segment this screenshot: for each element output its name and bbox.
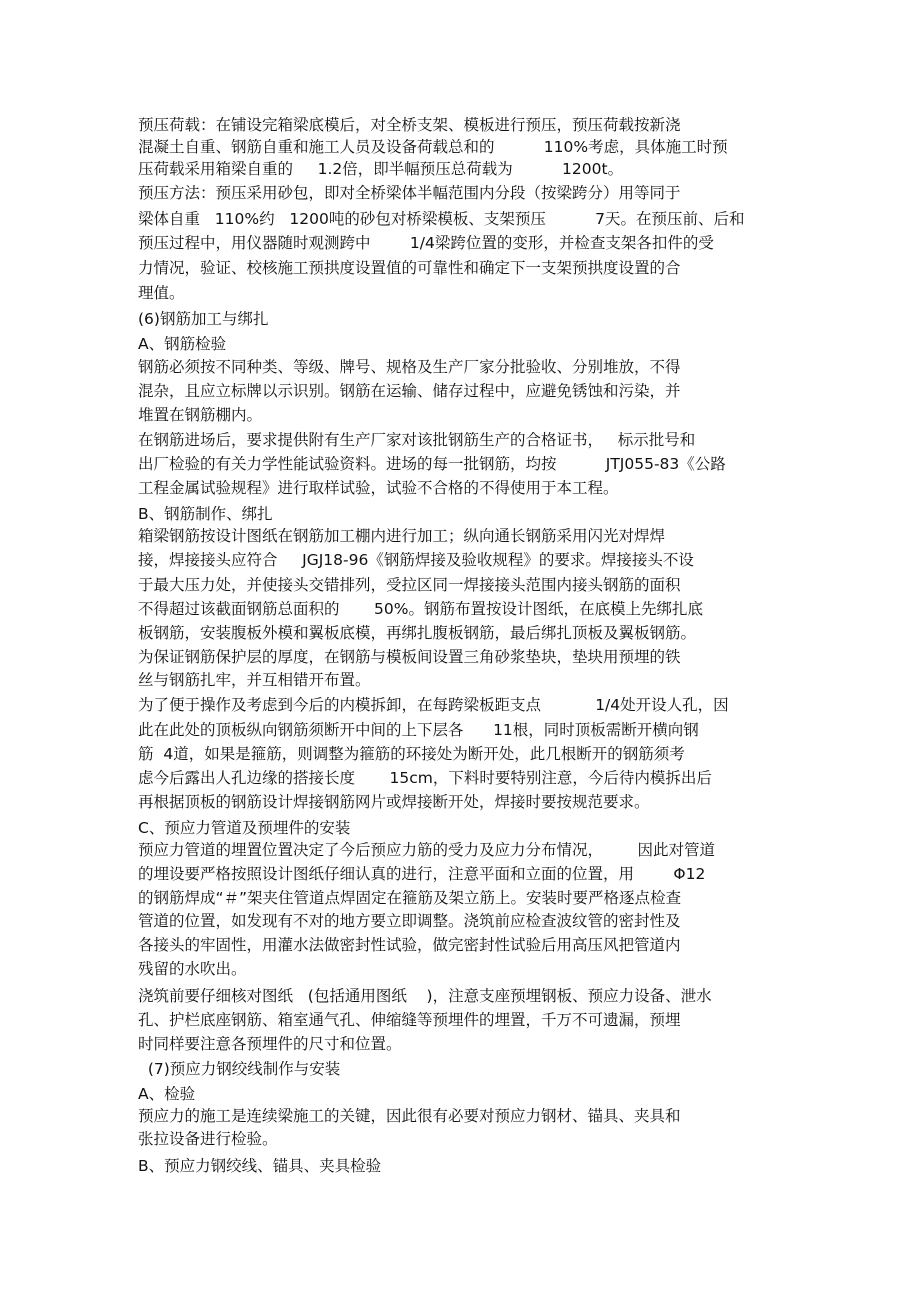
text-line: 出厂检验的有关力学性能试验资料。进场的每一批钢筋，均按 JTJ055-83《公路	[138, 455, 726, 473]
text-line: 在钢筋进场后，要求提供附有生产厂家对该批钢筋生产的合格证书， 标示批号和	[138, 431, 696, 449]
text-line: 梁体自重 110%约 1200吨的砂包对桥梁模板、支架预压 7天。在预压前、后和	[138, 210, 745, 228]
text-line: 力情况，验证、校核施工预拱度设置值的可靠性和确定下一支架预拱度设置的合	[138, 259, 681, 277]
text-line: 残留的水吹出。	[138, 960, 247, 978]
text-line: 丝与钢筋扎牢，并互相错开布置。	[138, 671, 371, 689]
text-line: 箱梁钢筋按设计图纸在钢筋加工棚内进行加工；纵向通长钢筋采用闪光对焊焊	[138, 527, 666, 545]
text-line: 堆置在钢筋棚内。	[138, 406, 263, 424]
text-line: 各接头的牢固性，用灌水法做密封性试验，做完密封性试验后用高压风把管道内	[138, 936, 681, 954]
text-line: 接，焊接接头应符合 JGJ18-96《钢筋焊接及验收规程》的要求。焊接接头不设	[138, 551, 694, 569]
text-line: 再根据顶板的钢筋设计焊接钢筋网片或焊接断开处，焊接时要按规范要求。	[138, 793, 650, 811]
text-line: 孔、护栏底座钢筋、箱室通气孔、伸缩缝等预埋件的埋置，千万不可遗漏，预埋	[138, 1011, 681, 1029]
text-line: 预应力的施工是连续梁施工的关键，因此很有必要对预应力钢材、锚具、夹具和	[138, 1107, 681, 1125]
subsection-heading: B、钢筋制作、绑扎	[138, 505, 273, 523]
subsection-heading: A、钢筋检验	[138, 335, 227, 353]
section-heading: (7)预应力钢绞线制作与安装	[138, 1060, 341, 1078]
text-line: 钢筋必须按不同种类、等级、牌号、规格及生产厂家分批验收、分别堆放，不得	[138, 358, 681, 376]
text-line: 理值。	[138, 284, 185, 302]
text-line: 混凝土自重、钢筋自重和施工人员及设备荷载总和的 110%考虑，具体施工时预	[138, 138, 728, 156]
subsection-heading: A、检验	[138, 1085, 196, 1103]
text-line: 混杂，且应立标牌以示识别。钢筋在运输、储存过程中，应避免锈蚀和污染，并	[138, 382, 681, 400]
text-line: 不得超过该截面钢筋总面积的 50%。钢筋布置按设计图纸，在底模上先绑扎底	[138, 600, 703, 618]
text-line: 预压荷载：在铺设完箱梁底模后，对全桥支架、模板进行预压，预压荷载按新浇	[138, 116, 681, 134]
subsection-heading: C、预应力管道及预埋件的安装	[138, 819, 351, 837]
text-line: 浇筑前要仔细核对图纸 (包括通用图纸 )，注意支座预埋钢板、预应力设备、泄水	[138, 987, 712, 1005]
text-line: 预应力管道的埋置位置决定了今后预应力筋的受力及应力分布情况， 因此对管道	[138, 841, 715, 859]
text-line: 张拉设备进行检验。	[138, 1130, 278, 1148]
text-line: 为保证钢筋保护层的厚度，在钢筋与模板间设置三角砂浆垫块，垫块用预埋的铁	[138, 648, 681, 666]
text-line: 工程金属试验规程》进行取样试验，试验不合格的不得使用于本工程。	[138, 479, 619, 497]
text-line: 为了便于操作及考虑到今后的内模拆卸，在每跨梁板距支点 1/4处开设人孔，因	[138, 696, 729, 714]
text-line: 管道的位置，如发现有不对的地方要立即调整。浇筑前应检查波纹管的密封性及	[138, 912, 681, 930]
text-line: 虑今后露出人孔边缘的搭接长度 15cm，下料时要特别注意，今后待内模拆出后	[138, 769, 712, 787]
subsection-heading: B、预应力钢绞线、锚具、夹具检验	[138, 1157, 382, 1175]
text-line: 的埋设要严格按照设计图纸仔细认真的进行，注意平面和立面的位置，用 Φ12	[138, 865, 706, 883]
section-heading: (6)钢筋加工与绑扎	[138, 310, 269, 328]
text-line: 时同样要注意各预埋件的尺寸和位置。	[138, 1035, 402, 1053]
text-line: 的钢筋焊成“＃”架夹住管道点焊固定在箍筋及架立筋上。安装时要严格逐点检查	[138, 889, 682, 907]
text-line: 预压过程中，用仪器随时观测跨中 1/4梁跨位置的变形，并检查支架各扣件的受	[138, 234, 714, 252]
text-line: 于最大压力处，并使接头交错排列，受拉区同一焊接接头范围内接头钢筋的面积	[138, 576, 681, 594]
text-line: 压荷载采用箱梁自重的 1.2倍，即半幅预压总荷载为 1200t。	[138, 160, 624, 178]
text-line: 板钢筋，安装腹板外模和翼板底模，再绑扎腹板钢筋，最后绑扎顶板及翼板钢筋。	[138, 624, 697, 642]
text-line: 预压方法：预压采用砂包，即对全桥梁体半幅范围内分段（按梁跨分）用等同于	[138, 184, 681, 202]
text-line: 筋 4道，如果是箍筋，则调整为箍筋的环接处为断开处，此几根断开的钢筋须考	[138, 745, 685, 763]
text-line: 此在此处的顶板纵向钢筋须断开中间的上下层各 11根，同时顶板需断开横向钢	[138, 721, 699, 739]
